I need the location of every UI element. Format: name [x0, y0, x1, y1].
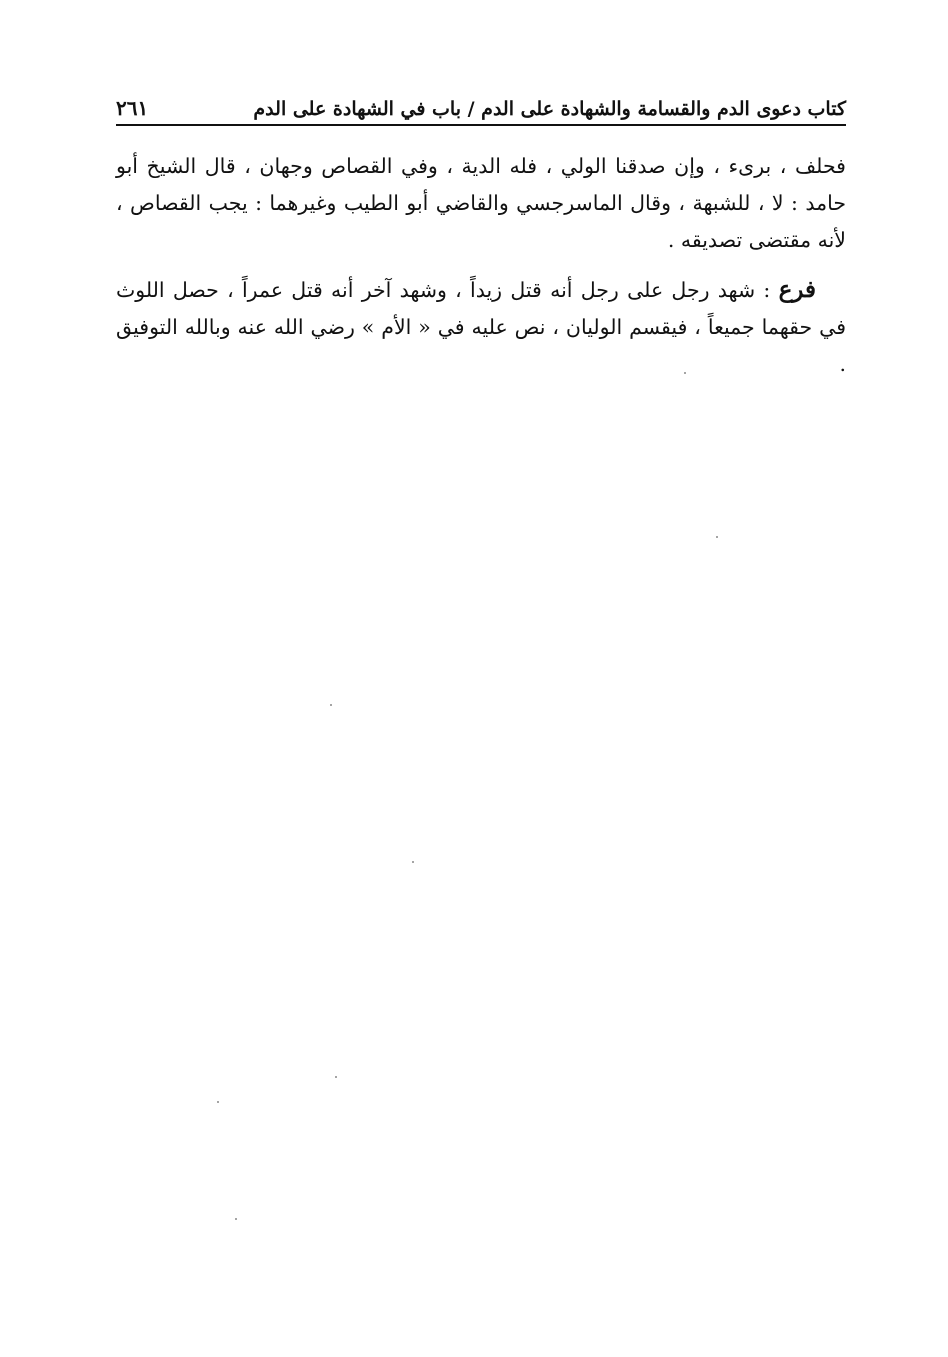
- branch-label: فرع: [778, 276, 816, 303]
- header-rule: [116, 124, 846, 126]
- scan-speck: [684, 372, 686, 374]
- scan-speck: [235, 1218, 237, 1220]
- scan-speck: [412, 861, 414, 863]
- paragraph-2-text: : شهد رجل على رجل أنه قتل زيداً ، وشهد آخر أنه قتل عمراً ، حصل اللوث في حقهما جميعاً ، فيقسم الوليان ، نص عليه في « الأم » رضي الله عنه وبالله التوفيق .: [116, 278, 846, 376]
- scan-speck: [335, 1076, 337, 1078]
- running-header: [116, 84, 846, 120]
- paragraph-2: [116, 271, 846, 383]
- running-header-title: كتاب دعوى الدم والقسامة والشهادة على الدم / باب في الشهادة على الدم: [253, 98, 846, 120]
- scan-speck: [217, 1101, 219, 1103]
- scan-speck: [330, 704, 332, 706]
- page-number: ٢٦١: [116, 96, 149, 120]
- scan-speck: [716, 536, 718, 538]
- body-text: [116, 148, 846, 383]
- paragraph-1: فحلف ، برىء ، وإن صدقنا الولي ، فله الدية ، وفي القصاص وجهان ، قال الشيخ أبو حامد : لا ، للشبهة ، وقال الماسرجسي والقاضي أبو الطيب وغيرهما : يجب القصاص ، لأنه مقتضى تصديقه .: [116, 154, 846, 252]
